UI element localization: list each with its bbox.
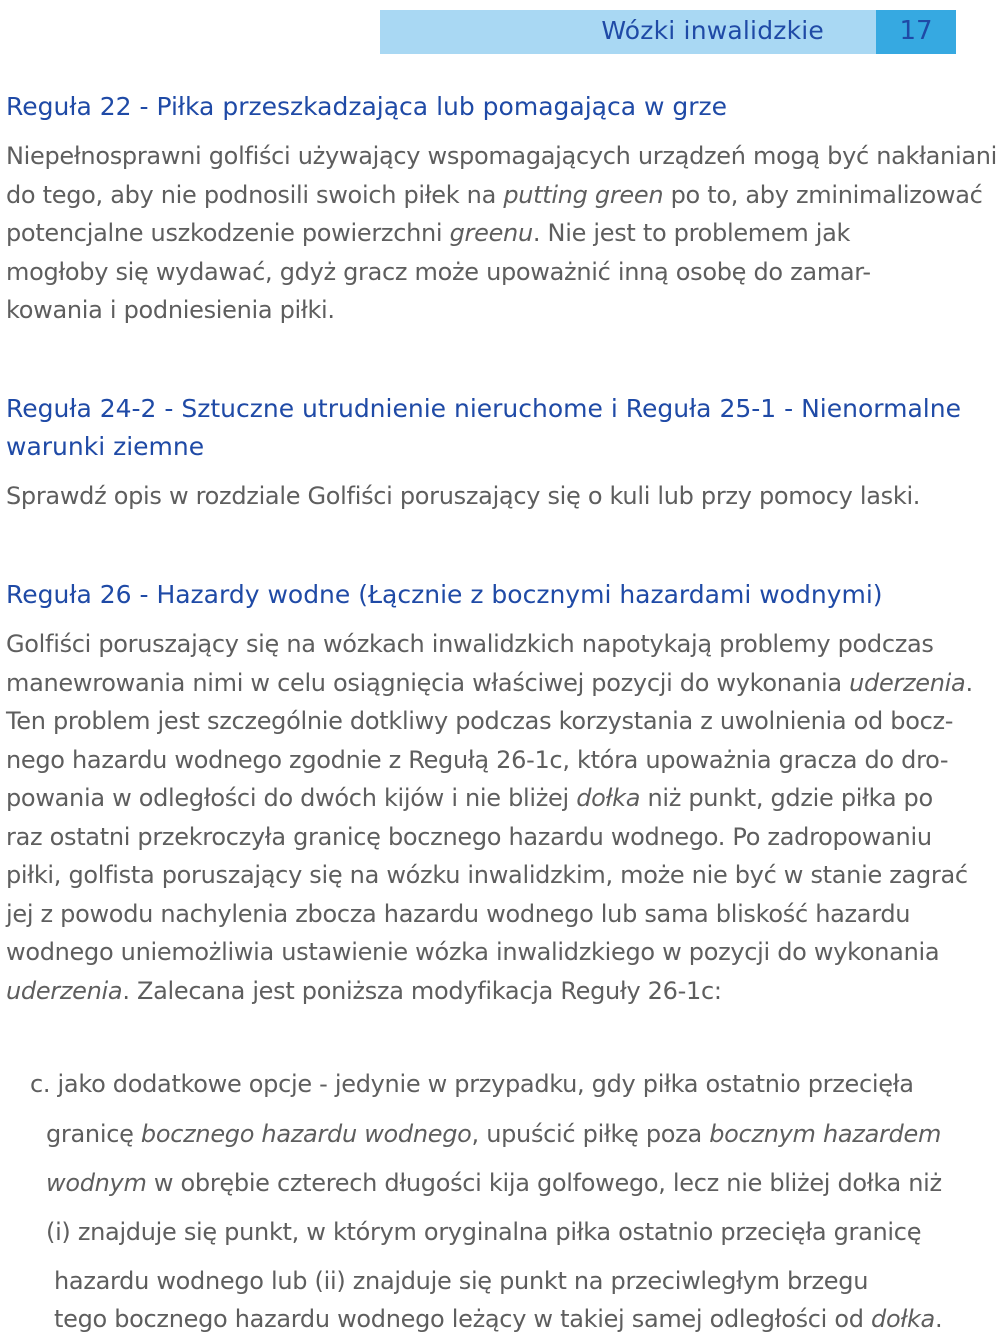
text-line: raz ostatni przekroczyła granicę bocznego hazardu wodnego. Po zadropowaniu: [6, 822, 932, 851]
text-line: mogłoby się wydawać, gdyż gracz może upoważnić inną osobę do zamar-: [6, 257, 871, 286]
section-heading-rule-24-25: Reguła 24-2 - Sztuczne utrudnienie nieruchome i Reguła 25-1 - Nienormalne warunki ziemne: [6, 394, 961, 461]
text-line: kowania i podniesienia piłki.: [6, 296, 335, 324]
list-line: c. jako dodatkowe opcje - jedynie w przypadku, gdy piłka ostatnio przecięła: [30, 1070, 914, 1098]
section-body-rule-24-25: [6, 477, 958, 516]
text-line: Niepełnosprawni golfiści używający wspomagających urządzeń mogą być nakłaniani: [6, 142, 997, 170]
text-line: powania w odległości do dwóch kijów i nie bliżej dołka niż punkt, gdzie piłka po: [6, 784, 933, 812]
list-line: (i) znajduje się punkt, w którym oryginalna piłka ostatnio przecięła granicę: [46, 1218, 922, 1246]
section-body-rule-22: [6, 137, 997, 330]
text-line: Ten problem jest szczególnie dotkliwy podczas korzystania z uwolnienia od bocz-: [6, 707, 954, 735]
text-line: Sprawdź opis w rozdziale Golfiści poruszający się o kuli lub przy pomocy laski.: [6, 482, 921, 510]
text-line: nego hazardu wodnego zgodnie z Regułą 26-1c, która upoważnia gracza do dro-: [6, 745, 949, 774]
text-line: do tego, aby nie podnosili swoich piłek na putting green po to, aby zminimalizować: [6, 180, 983, 209]
text-line: jej z powodu nachylenia zbocza hazardu wodnego lub sama bliskość hazardu: [6, 899, 911, 928]
page-header-title: Wózki inwalidzkie: [601, 16, 824, 45]
text-line: piłki, golfista poruszający się na wózku inwalidzkim, może nie być w stanie zagrać: [6, 861, 968, 889]
list-line: tego bocznego hazardu wodnego leżący w takiej samej odległości od dołka.: [54, 1305, 943, 1333]
text-line: Golfiści poruszający się na wózkach inwalidzkich napotykają problemy podczas: [6, 630, 934, 658]
list-line: wodnym w obrębie czterech długości kija golfowego, lecz nie bliżej dołka niż: [46, 1169, 942, 1197]
text-line: uderzenia. Zalecana jest poniższa modyfikacja Reguły 26-1c:: [6, 976, 722, 1005]
text-line: potencjalne uszkodzenie powierzchni greenu. Nie jest to problemem jak: [6, 219, 851, 247]
text-line: manewrowania nimi w celu osiągnięcia właściwej pozycji do wykonania uderzenia.: [6, 668, 973, 697]
page-number: 17: [899, 16, 933, 46]
section-heading-rule-22: Reguła 22 - Piłka przeszkadzająca lub pomagająca w grze: [6, 92, 728, 121]
section-body-rule-26: [6, 625, 973, 1010]
list-line: hazardu wodnego lub (ii) znajduje się punkt na przeciwległym brzegu: [54, 1267, 869, 1295]
text-line: wodnego uniemożliwia ustawienie wózka inwalidzkiego w pozycji do wykonania: [6, 938, 940, 966]
section-heading-rule-26: Reguła 26 - Hazardy wodne (Łącznie z bocznymi hazardami wodnymi): [6, 580, 883, 609]
list-line: granicę bocznego hazardu wodnego, upuścić piłkę poza bocznym hazardem: [46, 1120, 942, 1148]
